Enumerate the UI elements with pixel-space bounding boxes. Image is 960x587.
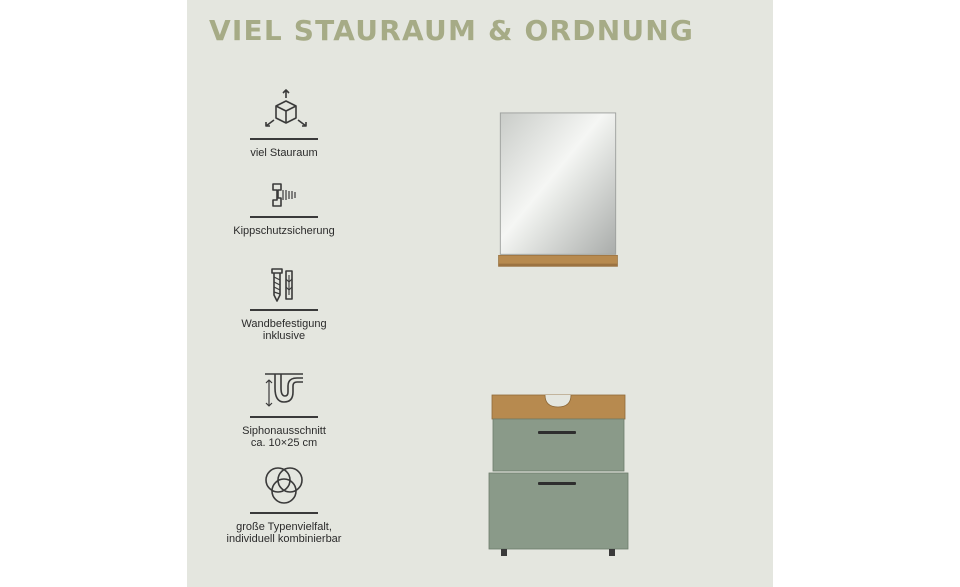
feature-label: viel Stauraum xyxy=(250,146,318,159)
feature-label: Kippschutzsicherung xyxy=(233,224,335,237)
anti-tip-bracket-icon xyxy=(259,178,309,212)
siphon-pipe-icon xyxy=(255,368,313,412)
feature-divider xyxy=(250,138,318,140)
feature-label: Siphonausschnitt ca. 10×25 cm xyxy=(242,424,326,449)
feature-divider xyxy=(250,216,318,218)
feature-divider xyxy=(250,416,318,418)
feature-divider xyxy=(250,309,318,311)
feature-wall-mount xyxy=(224,265,344,342)
mirror-image xyxy=(495,112,621,272)
overlapping-circles-icon xyxy=(259,464,309,508)
screw-dowel-icon xyxy=(259,265,309,305)
page-title: VIEL STAURAUM & ORDNUNG xyxy=(209,14,695,47)
feature-storage xyxy=(224,88,344,159)
feature-anti-tip xyxy=(224,178,344,237)
vanity-cabinet-image xyxy=(487,393,630,558)
feature-divider xyxy=(250,512,318,514)
feature-label: große Typenvielfalt, individuell kombinierbar xyxy=(226,520,342,545)
feature-siphon-cutout xyxy=(224,368,344,449)
box-dimensions-icon xyxy=(259,88,309,134)
feature-variety xyxy=(224,464,344,545)
feature-label: Wandbefestigung inklusive xyxy=(241,317,327,342)
